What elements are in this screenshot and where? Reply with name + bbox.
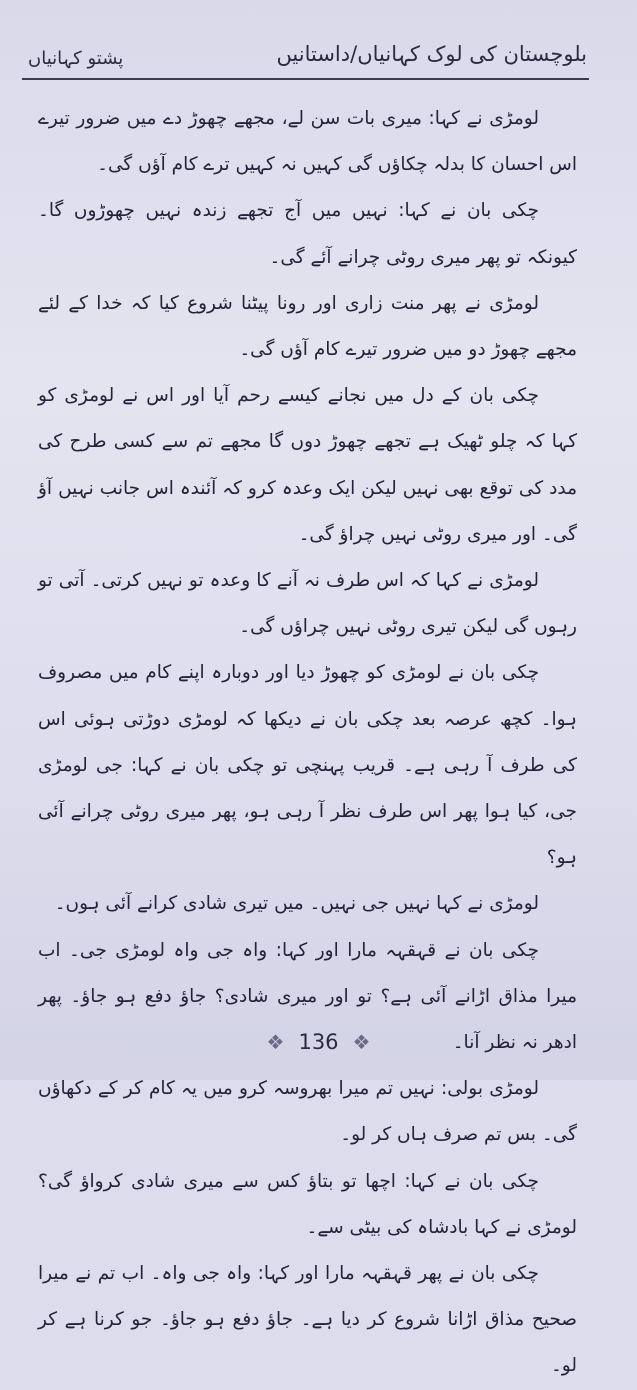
paragraph: چکی بان نے کہا: نہیں میں آج تجھے زندہ نہیں چھوڑوں گا۔ کیونکہ تو پھر میری روٹی چرانے آئے گی۔	[38, 200, 577, 268]
paragraph: لومڑی بولی: نہیں تم میرا بھروسہ کرو میں یہ کام کر کے دکھاؤں گی۔ بس تم صرف ہاں کر لو۔	[38, 1078, 577, 1146]
ornament-left-icon: ❖	[266, 1030, 285, 1054]
ornament-right-icon: ❖	[352, 1030, 371, 1054]
page-number: 136	[298, 1030, 339, 1054]
paragraph: چکی بان نے لومڑی کو چھوڑ دیا اور دوبارہ اپنے کام میں مصروف ہوا۔ کچھ عرصہ بعد چکی بان نے دیکھا کہ لومڑی دوڑتی ہوئی اس کی طرف آ رہی ہے۔ قریب پہنچی تو چکی بان نے کہا: جی لومڑی جی، کیا ہوا پھر اس طرف نظر آ رہی ہو، پھر میری روٹی چرانے آئی ہو؟	[38, 662, 577, 869]
paragraph: چکی بان نے پھر قہقہہ مارا اور کہا: واہ جی واہ۔ اب تم نے میرا صحیح مذاق اڑانا شروع کر دیا ہے۔ جاؤ دفع ہو جاؤ۔ جو کرنا ہے کر لو۔	[38, 1263, 577, 1377]
page-header	[22, 38, 589, 80]
paragraph: لومڑی نے کہا: میری بات سن لے، مجھے چھوڑ دے میں ضرور تیرے اس احسان کا بدلہ چکاؤں گی کہیں نہ کہیں ترے کام آؤں گی۔	[38, 108, 577, 176]
page-footer	[0, 1024, 637, 1060]
paragraph: چکی بان نے قہقہہ مارا اور کہا: واہ جی واہ لومڑی جی۔ اب میرا مذاق اڑانے آئی ہے؟ تو اور میری شادی؟ جاؤ دفع ہو جاؤ۔ پھر ادھر نہ نظر آنا۔	[38, 939, 577, 1054]
paragraph: چکی بان نے کہا: اچھا تو بتاؤ کس سے میری شادی کرواؤ گی؟ لومڑی نے کہا بادشاہ کی بیٹی سے۔	[38, 1170, 577, 1238]
section-title: پشتو کہانیاں	[28, 48, 124, 69]
paragraph: لومڑی نے پھر منت زاری اور رونا پیٹنا شروع کیا کہ خدا کے لئے مجھے چھوڑ دو میں ضرور تیرے کام آؤں گی۔	[38, 292, 577, 361]
book-title: بلوچستان کی لوک کہانیاں/داستانیں	[276, 42, 587, 66]
paragraph: چکی بان کے دل میں نجانے کیسے رحم آیا اور اس نے لومڑی کو کہا کہ چلو ٹھیک ہے تجھے چھوڑ دوں گا مجھے تم سے کسی طرح کی مدد کی توقع بھی نہیں لیکن ایک وعدہ کرو کہ آئندہ اس جانب نہیں آؤ گی۔ اور میری روٹی نہیں چراؤ گی۔	[38, 385, 577, 545]
paragraph: لومڑی نے کہا کہ اس طرف نہ آنے کا وعدہ تو نہیں کرتی۔ آتی تو رہوں گی لیکن تیری روٹی نہیں چراؤں گی۔	[38, 570, 577, 638]
page-body	[38, 96, 577, 1390]
paragraph: لومڑی نے کہا نہیں جی نہیں۔ میں تیری شادی کرانے آئی ہوں۔	[54, 893, 539, 915]
